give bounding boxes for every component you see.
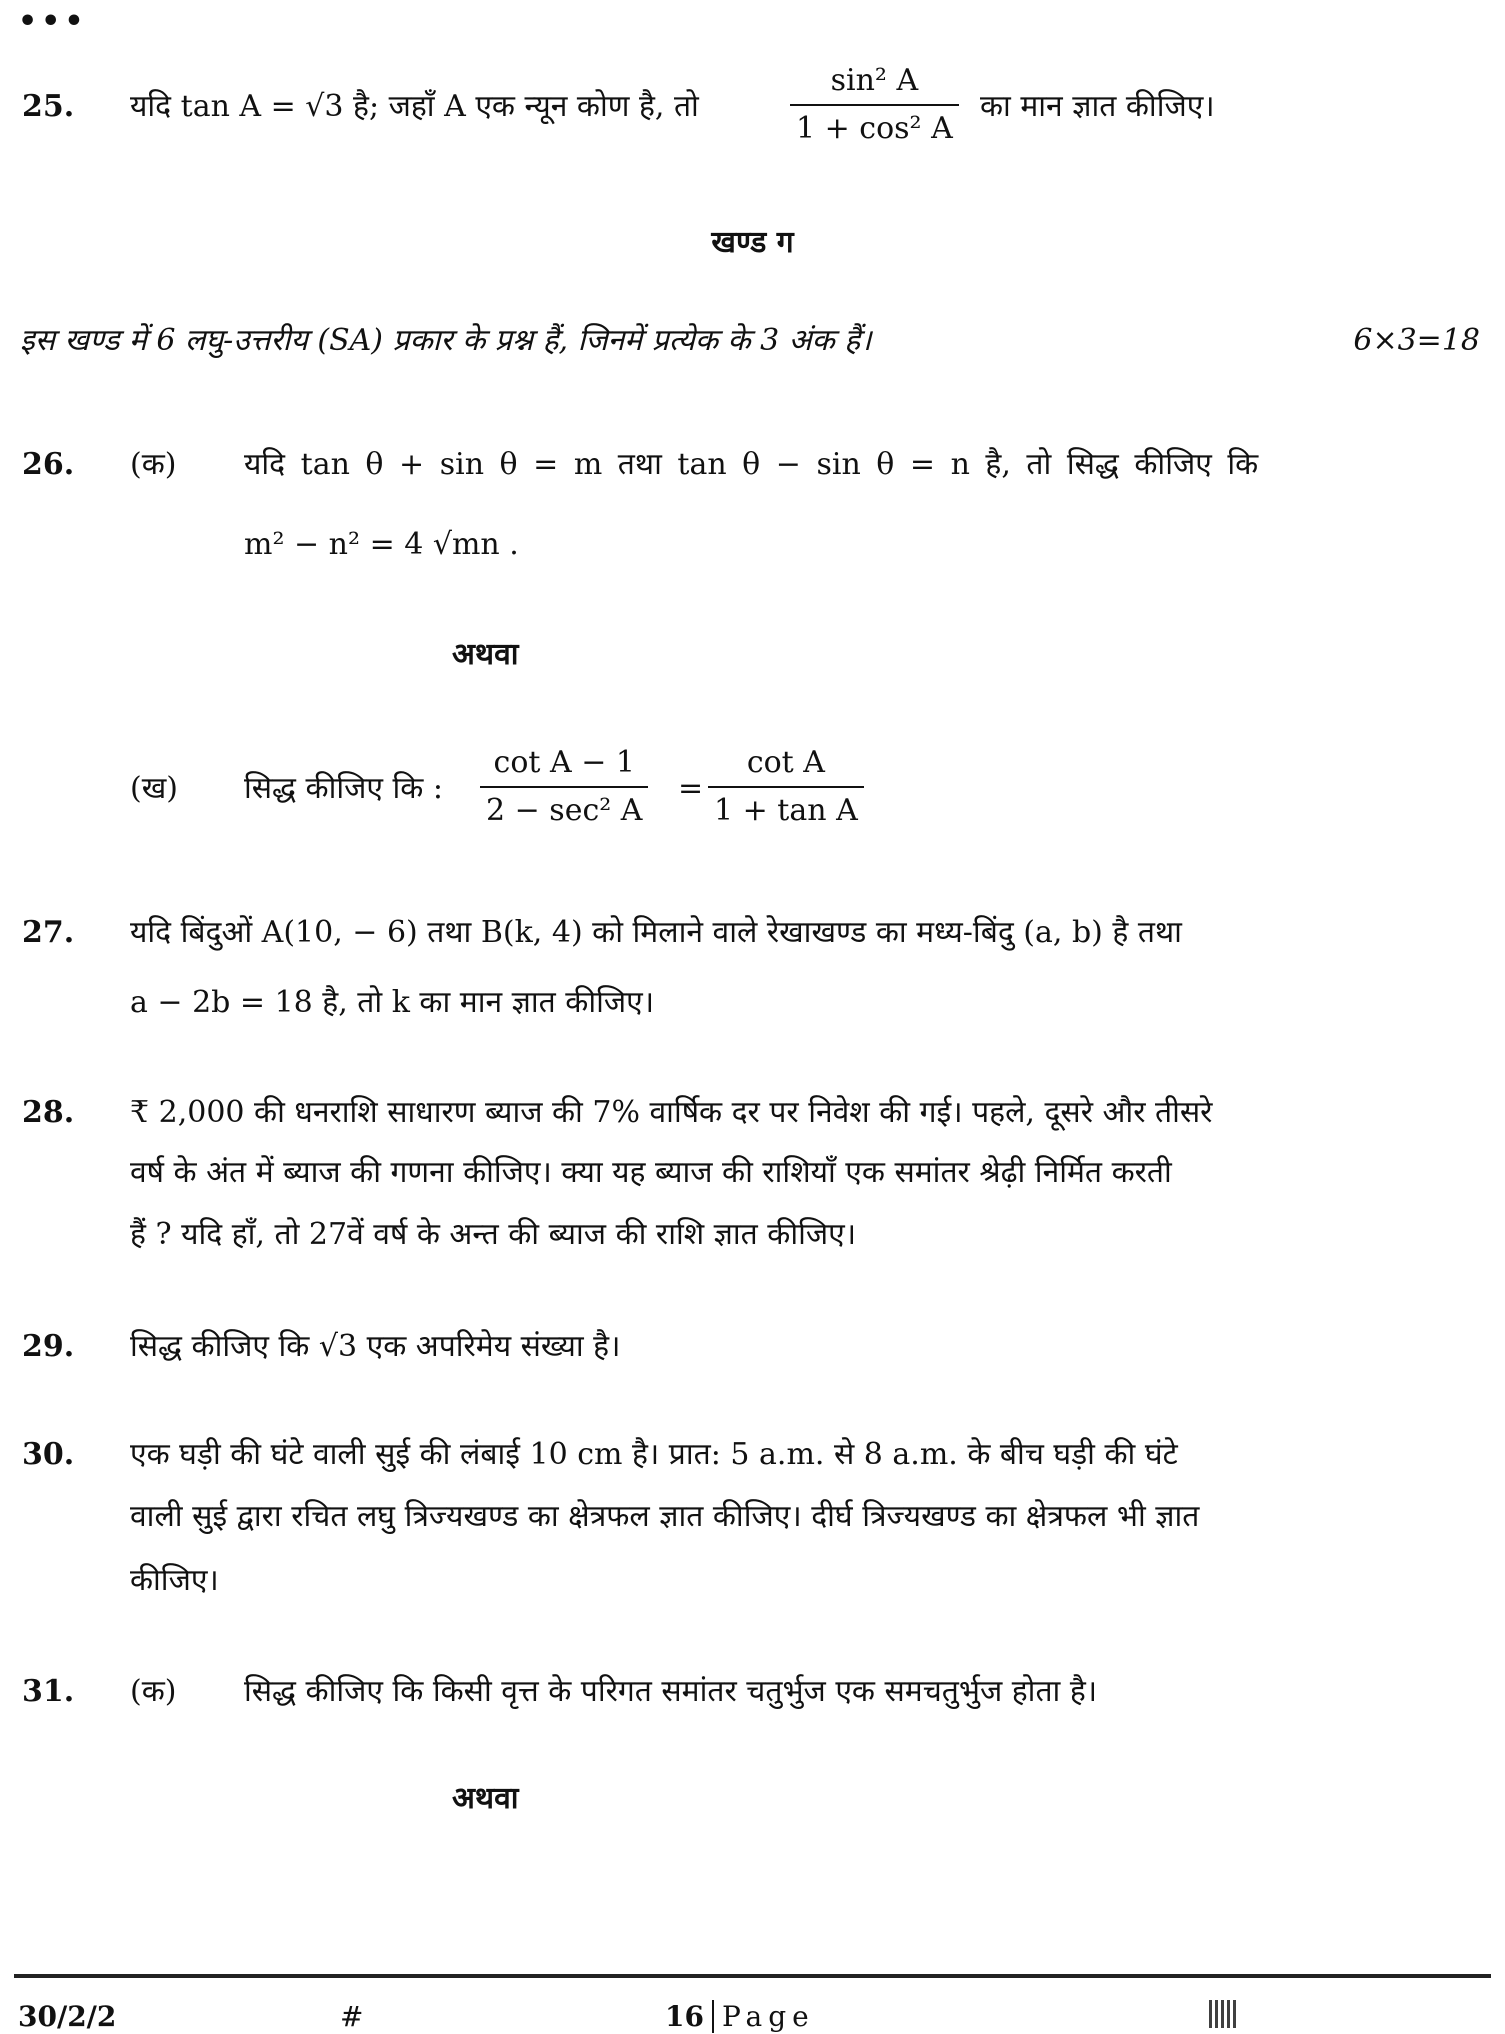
question-number-27: 27.	[22, 915, 75, 950]
q30-line1: एक घड़ी की घंटे वाली सुई की लंबाई 10 cm है। प्रात: 5 a.m. से 8 a.m. के बीच घड़ी की घंटे	[130, 1437, 1178, 1472]
section-title: खण्ड ग	[711, 225, 794, 260]
q27-line1: यदि बिंदुओं A(10, − 6) तथा B(k, 4) को मिलाने वाले रेखाखण्ड का मध्य-बिंदु (a, b) है तथा	[130, 915, 1182, 950]
q26-b-lhs-denominator: 2 − sec² A	[480, 786, 648, 826]
footer-paper-code: 30/2/2	[18, 2000, 117, 2033]
q28-line2: वर्ष के अंत में ब्याज की गणना कीजिए। क्या यह ब्याज की राशियाँ एक समांतर श्रेढ़ी निर्मित करती	[130, 1155, 1172, 1190]
section-instruction: इस खण्ड में 6 लघु-उत्तरीय (SA) प्रकार के प्रश्न हैं, जिनमें प्रत्येक के 3 अंक हैं।	[20, 323, 872, 358]
question-number-26: 26.	[22, 447, 75, 482]
header-dots: •••	[18, 4, 88, 39]
q26-b-lhs-numerator: cot A − 1	[493, 745, 635, 780]
q25-text-after: का मान ज्ञात कीजिए।	[980, 89, 1215, 124]
q26-a-line1: यदि tan θ + sin θ = m तथा tan θ − sin θ = n है, तो सिद्ध कीजिए कि	[244, 447, 1259, 482]
q26-b-rhs-denominator: 1 + tan A	[708, 786, 864, 826]
q26-a-label: (क)	[130, 447, 177, 482]
q26-a-line2: m² − n² = 4 √mn .	[244, 527, 519, 562]
q26-b-text: सिद्ध कीजिए कि :	[244, 771, 443, 806]
q26-b-equals: =	[678, 771, 704, 806]
q30-line2: वाली सुई द्वारा रचित लघु त्रिज्यखण्ड का क्षेत्रफल ज्ञात कीजिए। दीर्घ त्रिज्यखण्ड का क्षेत्रफल भी ज्ञात	[130, 1499, 1200, 1534]
q27-line2: a − 2b = 18 है, तो k का मान ज्ञात कीजिए।	[130, 985, 655, 1020]
footer-hash: #	[340, 2000, 364, 2033]
q31-a-label: (क)	[130, 1674, 177, 1709]
q29-line1: सिद्ध कीजिए कि √3 एक अपरिमेय संख्या है।	[130, 1329, 621, 1364]
q31-or: अथवा	[452, 1781, 519, 1816]
question-number-25: 25.	[22, 89, 75, 124]
section-marks: 6×3=18	[1353, 323, 1480, 358]
footer-page	[665, 2000, 815, 2033]
footer-page-label: Page	[721, 2000, 815, 2033]
question-number-31: 31.	[22, 1674, 75, 1709]
q26-b-lhs-fraction	[480, 745, 648, 828]
footer-rule	[14, 1974, 1491, 1978]
q26-b-label: (ख)	[130, 771, 178, 806]
q25-fraction-numerator: sin² A	[830, 63, 919, 98]
q25-fraction-denominator: 1 + cos² A	[790, 104, 959, 144]
q26-b-rhs-fraction	[708, 745, 864, 828]
footer-page-number: 16	[665, 2000, 704, 2033]
qr-code-icon	[1209, 2000, 1237, 2028]
q26-or: अथवा	[452, 637, 519, 672]
question-number-30: 30.	[22, 1437, 75, 1472]
question-number-29: 29.	[22, 1329, 75, 1364]
q25-fraction	[790, 63, 959, 146]
q26-b-rhs-numerator: cot A	[746, 745, 825, 780]
q28-line1: ₹ 2,000 की धनराशि साधारण ब्याज की 7% वार्षिक दर पर निवेश की गई। पहले, दूसरे और तीसरे	[130, 1095, 1213, 1130]
q28-line3: हैं ? यदि हाँ, तो 27वें वर्ष के अन्त की ब्याज की राशि ज्ञात कीजिए।	[130, 1217, 857, 1252]
q30-line3: कीजिए।	[130, 1563, 219, 1598]
q31-a-text: सिद्ध कीजिए कि किसी वृत्त के परिगत समांतर चतुर्भुज एक समचतुर्भुज होता है।	[244, 1674, 1098, 1709]
q25-text-before: यदि tan A = √3 है; जहाँ A एक न्यून कोण है, तो	[130, 89, 699, 124]
question-number-28: 28.	[22, 1095, 75, 1130]
